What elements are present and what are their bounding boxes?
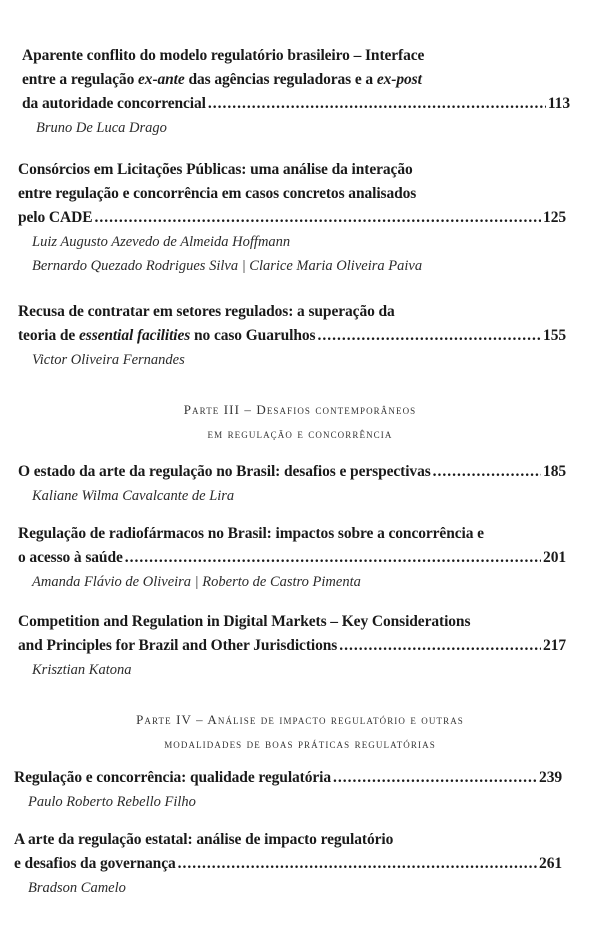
toc-entry[interactable] — [22, 44, 570, 140]
leader-dots — [317, 324, 541, 348]
leader-dots — [433, 460, 541, 484]
part-heading: Parte III – Desafios contemporâneos em regulação e concorrência — [183, 402, 417, 441]
leader-dots — [208, 92, 546, 116]
page-number: 113 — [547, 95, 570, 112]
entry-title: Recusa de contratar em setores regulados: a superação da teoria de essential facilities no caso Guarulhos ..... 155 — [18, 300, 566, 348]
entry-title: Consórcios em Licitações Públicas: uma análise da interação entre regulação e concorrência em casos concretos analisados pelo CADE ..... 125 — [18, 158, 566, 230]
entry-title: O estado da arte da regulação no Brasil: desafios e perspectivas ..... 185 — [18, 460, 566, 484]
entry-author: Kaliane Wilma Cavalcante de Lira — [32, 488, 235, 504]
page-number: 155 — [543, 327, 566, 344]
page-number: 217 — [543, 637, 566, 654]
entry-author: Bruno De Luca Drago — [36, 120, 167, 136]
toc-entry[interactable] — [18, 522, 566, 594]
toc-entry[interactable] — [18, 610, 566, 682]
entry-author: Amanda Flávio de Oliveira | Roberto de Castro Pimenta — [32, 574, 361, 590]
page-number: 185 — [543, 463, 566, 480]
entry-title: Regulação de radiofármacos no Brasil: impactos sobre a concorrência e o acesso à saúde ..... 201 — [18, 522, 566, 570]
page-number: 125 — [543, 209, 566, 226]
entry-author: Victor Oliveira Fernandes — [32, 352, 185, 368]
entry-author: Bradson Camelo — [28, 880, 126, 896]
leader-dots — [333, 766, 537, 790]
page-number: 201 — [543, 549, 566, 566]
leader-dots — [125, 546, 541, 570]
entry-title: A arte da regulação estatal: análise de impacto regulatório e desafios da governança ..... 261 — [14, 828, 562, 876]
entry-author: Krisztian Katona — [32, 662, 132, 678]
page-number: 261 — [539, 855, 562, 872]
toc-entry[interactable] — [14, 828, 562, 900]
leader-dots — [339, 634, 541, 658]
toc-entry[interactable] — [18, 460, 566, 508]
entry-title: Regulação e concorrência: qualidade regulatória ..... 239 — [14, 766, 562, 790]
part-heading: Parte IV – Análise de impacto regulatório e outras modalidades de boas práticas regulatórias — [136, 712, 464, 751]
toc-entry[interactable] — [14, 766, 562, 814]
leader-dots — [178, 852, 537, 876]
entry-author: Bernardo Quezado Rodrigues Silva | Clarice Maria Oliveira Paiva — [32, 258, 423, 274]
leader-dots — [94, 206, 541, 230]
toc-entry[interactable] — [18, 158, 566, 278]
entry-author: Paulo Roberto Rebello Filho — [28, 794, 196, 810]
page-number: 239 — [539, 769, 562, 786]
entry-title: Competition and Regulation in Digital Markets – Key Considerations and Principles for Brazil and Other Jurisdictions ..... 217 — [18, 610, 566, 658]
entry-title: Aparente conflito do modelo regulatório brasileiro – Interface entre a regulação ex-ante das agências reguladoras e a ex-post da autoridade concorrencial ..... 113 — [22, 44, 570, 116]
toc-entry[interactable] — [18, 300, 566, 372]
entry-author: Luiz Augusto Azevedo de Almeida Hoffmann — [32, 234, 291, 250]
